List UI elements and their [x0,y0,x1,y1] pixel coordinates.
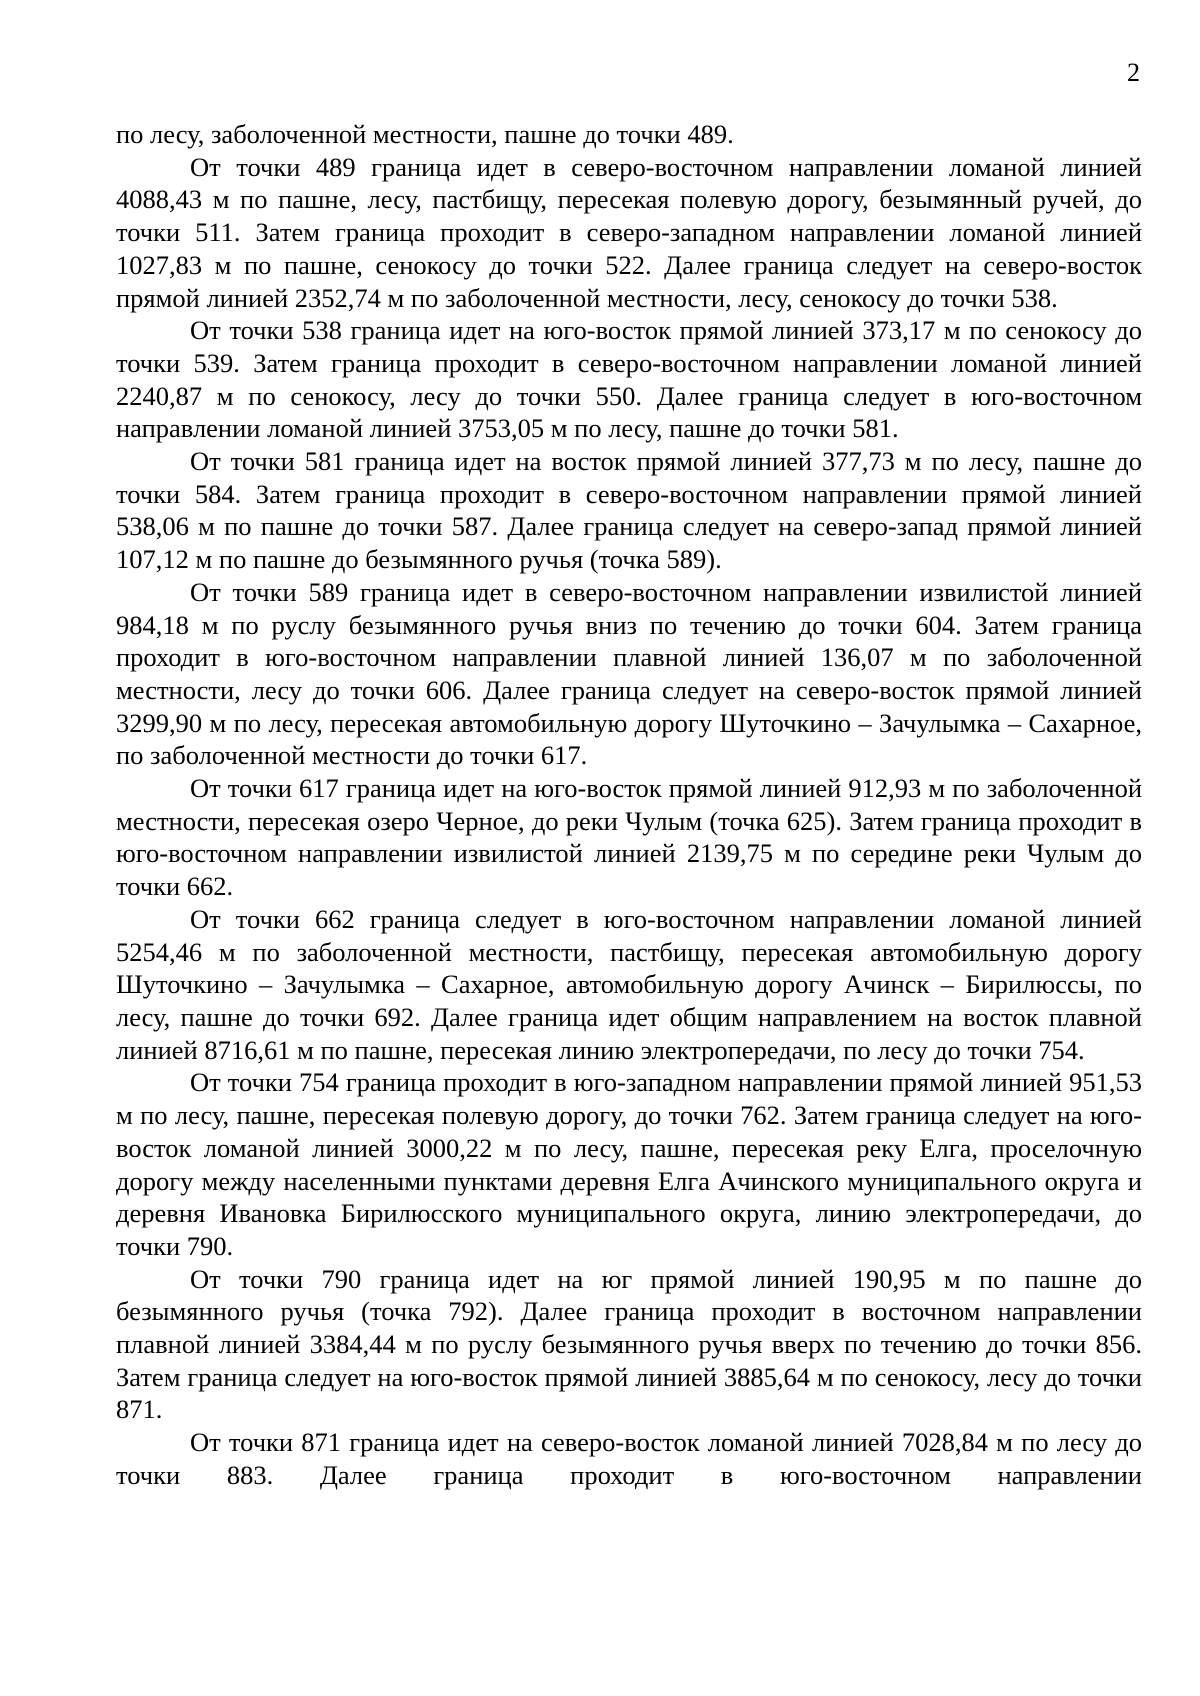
paragraph-3: От точки 538 граница идет на юго-восток прямой линией 373,17 м по сенокосу до точки 539. Затем граница проходит в северо-восточном направлении ломаной линией 2240,87 м по сенокосу, лесу до точки 550. Далее граница следует в юго-восточном направлении ломаной линией 3753,05 м по лесу, пашне до точки 581. [116,315,1142,444]
paragraph-4: От точки 581 граница идет на восток прямой линией 377,73 м по лесу, пашне до точки 584. Затем граница проходит в северо-восточном направлении прямой линией 538,06 м по пашне до точки 587. Далее граница следует на северо-запад прямой линией 107,12 м по пашне до безымянного ручья (точка 589). [116,446,1142,575]
paragraph-10: От точки 871 граница идет на северо-восток ломаной линией 7028,84 м по лесу до точки 883. Далее граница проходит в юго-восточном направлении [116,1427,1142,1490]
paragraph-8: От точки 754 граница проходит в юго-западном направлении прямой линией 951,53 м по лесу, пашне, пересекая полевую дорогу, до точки 762. Затем граница следует на юго-восток ломаной линией 3000,22 м по лесу, пашне, пересекая реку Елга, проселочную дорогу между населенными пунктами деревня Елга Ачинского муниципального округа и деревня Ивановка Бирилюсского муниципального округа, линию электропередачи, до точки 790. [116,1067,1142,1261]
paragraph-6: От точки 617 граница идет на юго-восток прямой линией 912,93 м по заболоченной местности, пересекая озеро Черное, до реки Чулым (точка 625). Затем граница проходит в юго-восточном направлении извилистой линией 2139,75 м по середине реки Чулым до точки 662. [116,773,1142,902]
paragraph-2: От точки 489 граница идет в северо-восточном направлении ломаной линией 4088,43 м по пашне, лесу, пастбищу, пересекая полевую дорогу, безымянный ручей, до точки 511. Затем граница проходит в северо-западном направлении ломаной линией 1027,83 м по пашне, сенокосу до точки 522. Далее граница следует на северо-восток прямой линией 2352,74 м по заболоченной местности, лесу, сенокосу до точки 538. [116,151,1142,313]
paragraph-5: От точки 589 граница идет в северо-восточном направлении извилистой линией 984,18 м по руслу безымянного ручья вниз по течению до точки 604. Затем граница проходит в юго-восточном направлении плавной линией 136,07 м по заболоченной местности, лесу до точки 606. Далее граница следует на северо-восток прямой линией 3299,90 м по лесу, пересекая автомобильную дорогу Шуточкино – Зачулымка – Сахарное, по заболоченной местности до точки 617. [116,576,1142,771]
paragraph-9: От точки 790 граница идет на юг прямой линией 190,95 м по пашне до безымянного ручья (точка 792). Далее граница проходит в восточном направлении плавной линией 3384,44 м по руслу безымянного ручья вверх по течению до точки 856. Затем граница следует на юго-восток прямой линией 3885,64 м по сенокосу, лесу до точки 871. [116,1263,1142,1425]
page-number: 2 [1127,58,1140,87]
paragraph-1: по лесу, заболоченной местности, пашне до точки 489. [116,119,734,149]
document-body [116,118,1142,1492]
paragraph-7: От точки 662 граница следует в юго-восточном направлении ломаной линией 5254,46 м по заболоченной местности, пастбищу, пересекая автомобильную дорогу Шуточкино – Зачулымка – Сахарное, автомобильную дорогу Ачинск – Бирилюссы, по лесу, пашне до точки 692. Далее граница идет общим направлением на восток плавной линией 8716,61 м по пашне, пересекая линию электропередачи, по лесу до точки 754. [116,903,1142,1065]
